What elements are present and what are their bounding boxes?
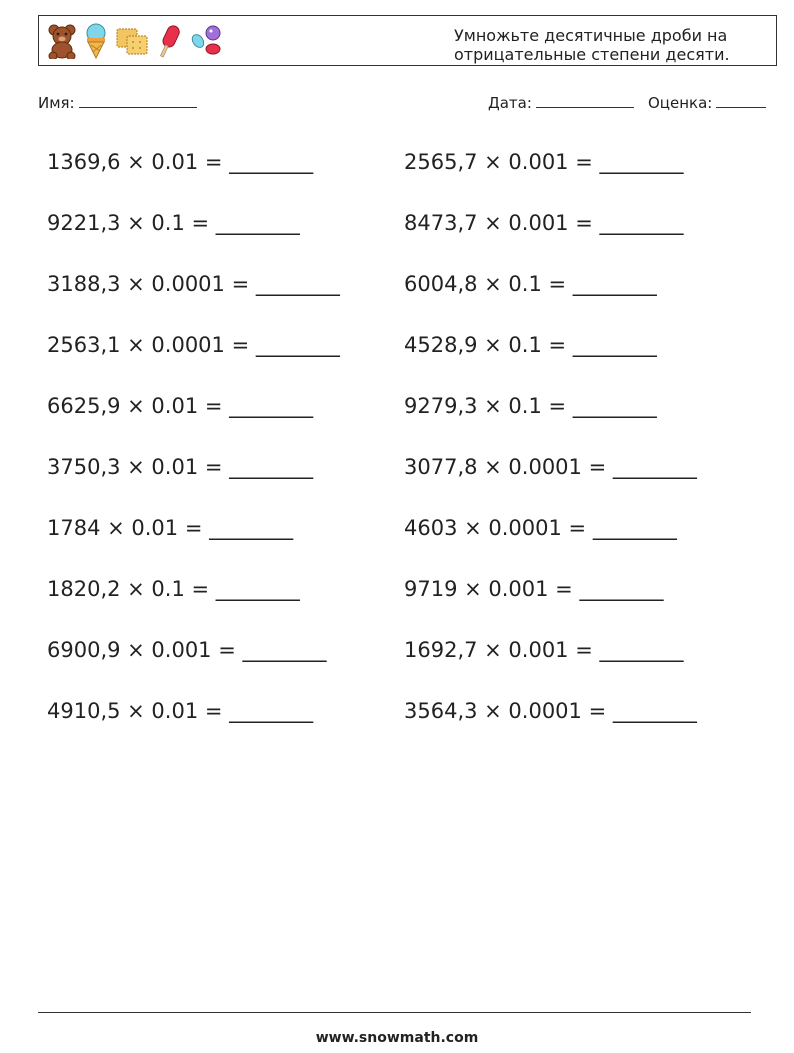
problem-left-8: 1820,2 × 0.1 = ________ <box>47 577 300 601</box>
date-blank <box>536 93 634 108</box>
problem-right-2: 8473,7 × 0.001 = ________ <box>404 211 684 235</box>
footer-divider <box>38 1012 751 1013</box>
problem-left-7: 1784 × 0.01 = ________ <box>47 516 294 540</box>
problem-right-10: 3564,3 × 0.0001 = ________ <box>404 699 697 723</box>
title-line-1: Умножьте десятичные дроби на <box>454 26 728 45</box>
problem-right-9: 1692,7 × 0.001 = ________ <box>404 638 684 662</box>
problem-left-9: 6900,9 × 0.001 = ________ <box>47 638 327 662</box>
grade-field <box>648 93 766 112</box>
footer-url: www.snowmath.com <box>315 1030 479 1046</box>
problem-left-1: 1369,6 × 0.01 = ________ <box>47 150 314 174</box>
grade-blank <box>716 93 766 108</box>
ice-cream-icon <box>83 23 109 59</box>
popsicle-icon <box>155 23 183 59</box>
problem-left-2: 9221,3 × 0.1 = ________ <box>47 211 300 235</box>
date-label: Дата: <box>488 94 532 112</box>
teddy-bear-icon <box>47 23 77 59</box>
name-blank <box>79 93 197 108</box>
problem-right-5: 9279,3 × 0.1 = ________ <box>404 394 657 418</box>
worksheet-title <box>454 26 764 64</box>
problem-right-8: 9719 × 0.001 = ________ <box>404 577 664 601</box>
problem-right-3: 6004,8 × 0.1 = ________ <box>404 272 657 296</box>
biscuit-icon <box>115 25 149 57</box>
problem-left-3: 3188,3 × 0.0001 = ________ <box>47 272 340 296</box>
title-line-2: отрицательные степени десяти. <box>454 45 730 64</box>
date-field <box>488 93 634 112</box>
problem-left-10: 4910,5 × 0.01 = ________ <box>47 699 314 723</box>
problem-right-4: 4528,9 × 0.1 = ________ <box>404 333 657 357</box>
problem-left-4: 2563,1 × 0.0001 = ________ <box>47 333 340 357</box>
name-field <box>38 93 197 112</box>
worksheet-header <box>38 15 777 66</box>
problem-right-1: 2565,7 × 0.001 = ________ <box>404 150 684 174</box>
problem-left-6: 3750,3 × 0.01 = ________ <box>47 455 314 479</box>
problem-left-5: 6625,9 × 0.01 = ________ <box>47 394 314 418</box>
name-label: Имя: <box>38 94 75 112</box>
candy-icon <box>189 24 225 58</box>
grade-label: Оценка: <box>648 94 713 112</box>
problem-right-7: 4603 × 0.0001 = ________ <box>404 516 677 540</box>
icon-strip <box>47 21 231 61</box>
problem-right-6: 3077,8 × 0.0001 = ________ <box>404 455 697 479</box>
